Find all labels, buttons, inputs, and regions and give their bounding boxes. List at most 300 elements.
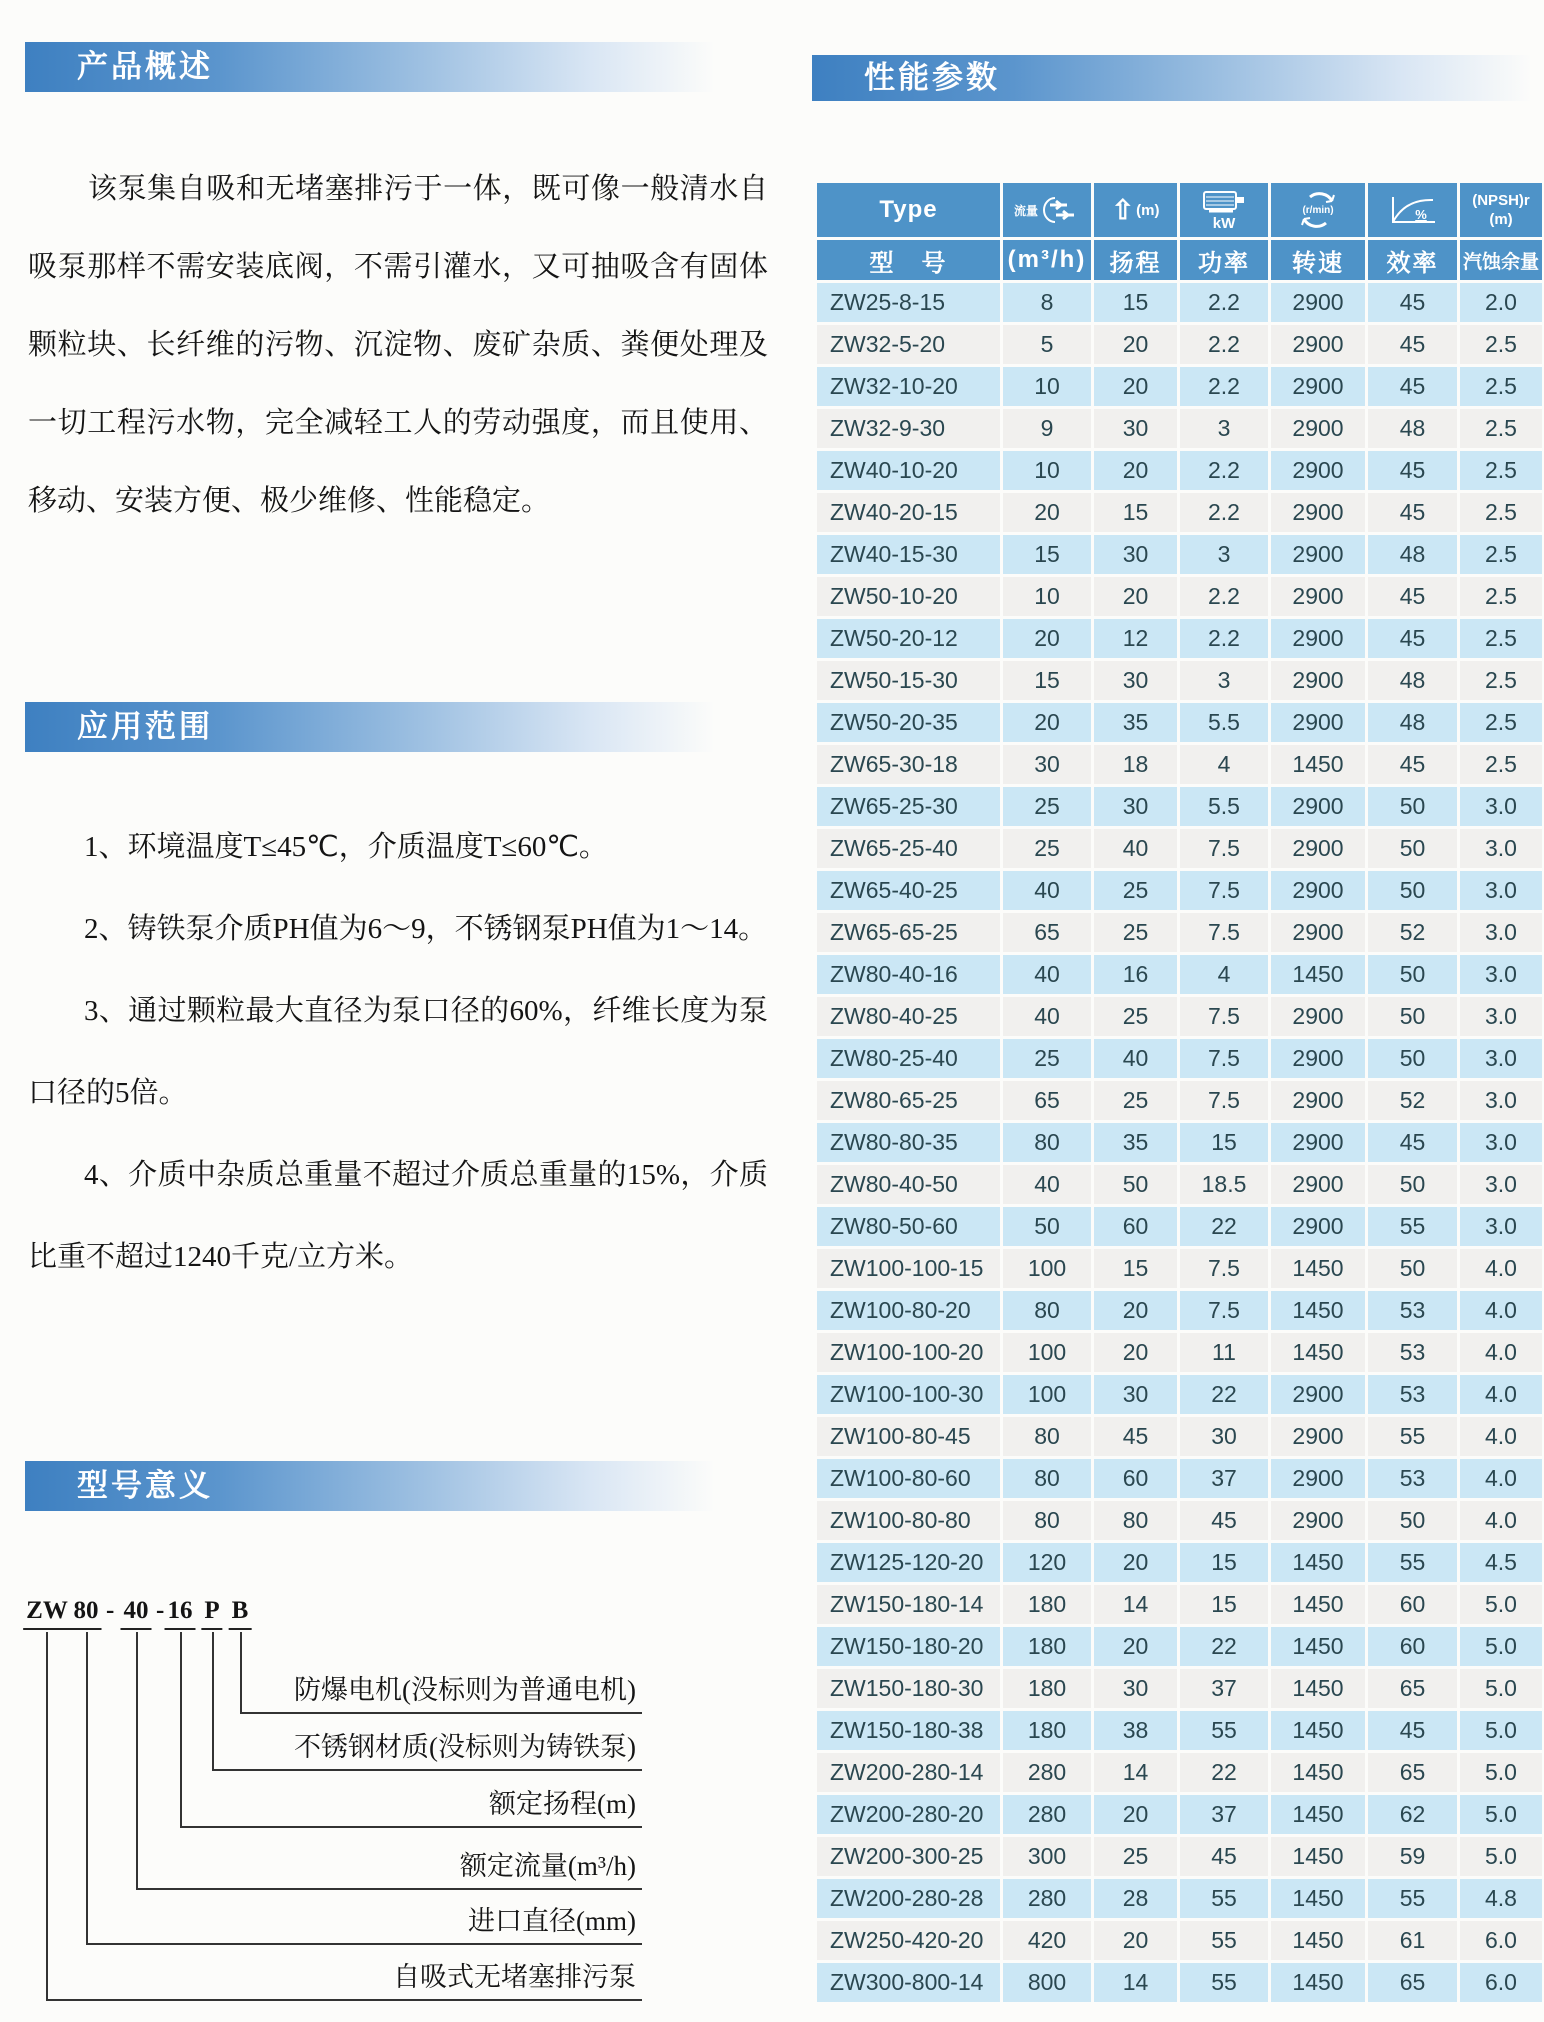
cell-model: ZW100-100-20: [816, 1332, 1002, 1374]
cell-value: 2.2: [1179, 366, 1270, 408]
cell-value: 3: [1179, 660, 1270, 702]
table-row: [816, 1080, 1544, 1122]
cell-value: 4.0: [1459, 1500, 1544, 1542]
cell-value: 40: [1093, 828, 1179, 870]
cell-value: 22: [1179, 1206, 1270, 1248]
table-row: [816, 1164, 1544, 1206]
cell-value: 2.0: [1459, 282, 1544, 324]
cell-value: 4.0: [1459, 1332, 1544, 1374]
cell-value: 53: [1367, 1332, 1459, 1374]
cell-value: 20: [1093, 1332, 1179, 1374]
overview-paragraph: 该泵集自吸和无堵塞排污于一体，既可像一般清水自吸泵那样不需安装底阀，不需引灌水，又可抽吸含有固体颗粒块、长纤维的污物、沉淀物、废矿杂质、粪便处理及一切工程污水物，完全减轻工人的劳动强度，而且使用、移动、安装方便、极少维修、性能稳定。: [28, 173, 768, 517]
cell-value: 7.5: [1179, 1248, 1270, 1290]
table-row: [816, 1794, 1544, 1836]
cell-value: 22: [1179, 1374, 1270, 1416]
cell-value: 40: [1093, 1038, 1179, 1080]
table-row: [816, 744, 1544, 786]
cell-value: 2900: [1270, 828, 1367, 870]
cell-model: ZW250-420-20: [816, 1920, 1002, 1962]
cell-value: 800: [1002, 1962, 1093, 2004]
col-label-npsh: 汽蚀余量: [1459, 239, 1544, 282]
cell-value: 7.5: [1179, 870, 1270, 912]
head-arrow-icon: ⇧: [1111, 194, 1135, 225]
cell-value: 1450: [1270, 1836, 1367, 1878]
cell-value: 30: [1002, 744, 1093, 786]
section-title-performance: [812, 55, 1532, 101]
cell-value: 37: [1179, 1668, 1270, 1710]
cell-model: ZW100-100-30: [816, 1374, 1002, 1416]
table-row: [816, 954, 1544, 996]
motor-icon: [1201, 190, 1247, 216]
cell-value: 40: [1002, 954, 1093, 996]
cell-value: 2900: [1270, 1122, 1367, 1164]
cell-model: ZW32-9-30: [816, 408, 1002, 450]
cell-model: ZW65-30-18: [816, 744, 1002, 786]
model-dash: -: [156, 1597, 165, 1624]
cell-model: ZW65-25-30: [816, 786, 1002, 828]
col-label-efficiency: 效率: [1367, 239, 1459, 282]
cell-model: ZW200-280-14: [816, 1752, 1002, 1794]
cell-value: 100: [1002, 1248, 1093, 1290]
cell-value: 80: [1002, 1122, 1093, 1164]
cell-value: 30: [1093, 660, 1179, 702]
table-row: [816, 1374, 1544, 1416]
cell-value: 5.5: [1179, 786, 1270, 828]
table-row: [816, 1416, 1544, 1458]
cell-value: 48: [1367, 660, 1459, 702]
cell-value: 16: [1093, 954, 1179, 996]
cell-value: 48: [1367, 702, 1459, 744]
cell-value: 5.0: [1459, 1710, 1544, 1752]
section-title-model: [25, 1461, 715, 1511]
table-row: [816, 870, 1544, 912]
col-flow-header: [1002, 182, 1093, 239]
cell-model: ZW100-80-45: [816, 1416, 1002, 1458]
table-row: [816, 1542, 1544, 1584]
cell-value: 45: [1367, 1122, 1459, 1164]
col-power-header: kW: [1179, 182, 1270, 239]
cell-value: 60: [1093, 1458, 1179, 1500]
cell-value: 2900: [1270, 324, 1367, 366]
col-label-power: 功率: [1179, 239, 1270, 282]
cell-value: 180: [1002, 1626, 1093, 1668]
cell-model: ZW150-180-30: [816, 1668, 1002, 1710]
cell-model: ZW80-50-60: [816, 1206, 1002, 1248]
cell-model: ZW150-180-20: [816, 1626, 1002, 1668]
cell-value: 50: [1367, 828, 1459, 870]
cell-value: 65: [1367, 1668, 1459, 1710]
table-row: [816, 702, 1544, 744]
cell-value: 15: [1002, 660, 1093, 702]
cell-value: 62: [1367, 1794, 1459, 1836]
cell-value: 3.0: [1459, 1164, 1544, 1206]
cell-value: 7.5: [1179, 1080, 1270, 1122]
table-row: [816, 828, 1544, 870]
cell-value: 7.5: [1179, 1290, 1270, 1332]
cell-value: 1450: [1270, 1332, 1367, 1374]
flow-label: 流量: [1013, 203, 1038, 218]
table-row: [816, 1248, 1544, 1290]
cell-value: 50: [1367, 1038, 1459, 1080]
table-row: [816, 1920, 1544, 1962]
cell-value: 180: [1002, 1710, 1093, 1752]
cell-value: 18.5: [1179, 1164, 1270, 1206]
cell-value: 45: [1367, 576, 1459, 618]
cell-value: 53: [1367, 1458, 1459, 1500]
cell-value: 20: [1093, 1290, 1179, 1332]
table-row: [816, 1332, 1544, 1374]
cell-value: 25: [1002, 1038, 1093, 1080]
cell-value: 2900: [1270, 408, 1367, 450]
cell-model: ZW50-20-12: [816, 618, 1002, 660]
cell-value: 4.0: [1459, 1248, 1544, 1290]
cell-value: 2.5: [1459, 408, 1544, 450]
cell-value: 4.0: [1459, 1374, 1544, 1416]
cell-model: ZW150-180-14: [816, 1584, 1002, 1626]
cell-value: 1450: [1270, 954, 1367, 996]
cell-value: 40: [1002, 1164, 1093, 1206]
col-label-flow: (m³/h): [1002, 239, 1093, 282]
cell-value: 37: [1179, 1458, 1270, 1500]
model-dash: -: [106, 1597, 115, 1624]
cell-value: 7.5: [1179, 828, 1270, 870]
cell-model: ZW80-65-25: [816, 1080, 1002, 1122]
application-item: 3、通过颗粒最大直径为泵口径的60%，纤维长度为泵口径的5倍。: [28, 995, 768, 1109]
cell-value: 2900: [1270, 1038, 1367, 1080]
cell-model: ZW40-20-15: [816, 492, 1002, 534]
cell-value: 2.2: [1179, 618, 1270, 660]
cell-value: 55: [1367, 1416, 1459, 1458]
cell-value: 20: [1093, 1920, 1179, 1962]
cell-value: 25: [1002, 786, 1093, 828]
cell-value: 45: [1179, 1500, 1270, 1542]
table-row: [816, 492, 1544, 534]
table-row: [816, 534, 1544, 576]
cell-value: 120: [1002, 1542, 1093, 1584]
cell-value: 2900: [1270, 492, 1367, 534]
cell-value: 100: [1002, 1332, 1093, 1374]
cell-value: 45: [1367, 618, 1459, 660]
cell-value: 1450: [1270, 1248, 1367, 1290]
cell-value: 22: [1179, 1752, 1270, 1794]
cell-value: 25: [1093, 1080, 1179, 1122]
cell-value: 2900: [1270, 1080, 1367, 1122]
table-row: [816, 1836, 1544, 1878]
cell-model: ZW80-25-40: [816, 1038, 1002, 1080]
cell-value: 55: [1179, 1962, 1270, 2004]
branch-label: 额定流量(m³/h): [459, 1851, 636, 1881]
application-list: [28, 806, 768, 1298]
cell-value: 3: [1179, 408, 1270, 450]
cell-value: 180: [1002, 1668, 1093, 1710]
cell-value: 4.5: [1459, 1542, 1544, 1584]
branch-label: 防爆电机(没标则为普通电机): [294, 1675, 636, 1705]
cell-value: 2.5: [1459, 702, 1544, 744]
table-row: [816, 1290, 1544, 1332]
cell-value: 45: [1367, 744, 1459, 786]
table-row: [816, 282, 1544, 324]
cell-model: ZW100-80-60: [816, 1458, 1002, 1500]
model-part-rating: 16: [165, 1594, 196, 1630]
cell-value: 59: [1367, 1836, 1459, 1878]
cell-value: 53: [1367, 1290, 1459, 1332]
cell-value: 300: [1002, 1836, 1093, 1878]
cell-value: 25: [1093, 996, 1179, 1038]
cell-value: 20: [1002, 618, 1093, 660]
cell-value: 35: [1093, 702, 1179, 744]
col-efficiency-header: [1367, 182, 1459, 239]
cell-value: 180: [1002, 1584, 1093, 1626]
cell-value: 55: [1367, 1542, 1459, 1584]
model-part-motor: B: [229, 1594, 252, 1630]
cell-value: 2900: [1270, 618, 1367, 660]
cell-value: 3.0: [1459, 828, 1544, 870]
cell-value: 22: [1179, 1626, 1270, 1668]
cell-value: 65: [1002, 912, 1093, 954]
cell-value: 2900: [1270, 282, 1367, 324]
cell-model: ZW100-80-80: [816, 1500, 1002, 1542]
col-speed-header: [1270, 182, 1367, 239]
cell-model: ZW40-15-30: [816, 534, 1002, 576]
table-row: [816, 1500, 1544, 1542]
cell-value: 3.0: [1459, 870, 1544, 912]
cell-value: 55: [1367, 1878, 1459, 1920]
cell-value: 25: [1093, 912, 1179, 954]
cell-value: 50: [1367, 996, 1459, 1038]
cell-value: 20: [1002, 492, 1093, 534]
table-row: [816, 324, 1544, 366]
cell-value: 65: [1367, 1962, 1459, 2004]
cell-value: 40: [1002, 996, 1093, 1038]
svg-text:%: %: [1414, 207, 1427, 222]
cell-value: 9: [1002, 408, 1093, 450]
table-row: [816, 408, 1544, 450]
table-row: [816, 618, 1544, 660]
cell-value: 2.2: [1179, 576, 1270, 618]
cell-value: 50: [1367, 1500, 1459, 1542]
cell-value: 3.0: [1459, 912, 1544, 954]
cell-value: 40: [1002, 870, 1093, 912]
table-row: [816, 1668, 1544, 1710]
cell-model: ZW200-300-25: [816, 1836, 1002, 1878]
cell-value: 80: [1002, 1290, 1093, 1332]
cell-value: 2.5: [1459, 534, 1544, 576]
cell-model: ZW150-180-38: [816, 1710, 1002, 1752]
cell-value: 2900: [1270, 450, 1367, 492]
cell-value: 14: [1093, 1752, 1179, 1794]
cell-value: 1450: [1270, 1794, 1367, 1836]
cell-value: 5: [1002, 324, 1093, 366]
cell-value: 7.5: [1179, 1038, 1270, 1080]
flow-arrows-icon: [1040, 195, 1080, 225]
rotation-icon: [1286, 192, 1350, 228]
cell-value: 2900: [1270, 1374, 1367, 1416]
model-code-diagram: [20, 1580, 660, 2012]
cell-value: 2.5: [1459, 660, 1544, 702]
cell-model: ZW80-80-35: [816, 1122, 1002, 1164]
cell-model: ZW32-10-20: [816, 366, 1002, 408]
cell-value: 3.0: [1459, 954, 1544, 996]
cell-value: 20: [1093, 1542, 1179, 1584]
cell-value: 30: [1093, 408, 1179, 450]
cell-value: 10: [1002, 450, 1093, 492]
cell-value: 7.5: [1179, 996, 1270, 1038]
cell-value: 5.0: [1459, 1668, 1544, 1710]
section-title-text: 性能参数: [864, 60, 1000, 95]
cell-value: 48: [1367, 408, 1459, 450]
cell-value: 15: [1002, 534, 1093, 576]
cell-model: ZW50-10-20: [816, 576, 1002, 618]
cell-value: 2.2: [1179, 324, 1270, 366]
cell-value: 45: [1367, 492, 1459, 534]
cell-model: ZW100-80-20: [816, 1290, 1002, 1332]
cell-value: 2.2: [1179, 282, 1270, 324]
table-row: [816, 450, 1544, 492]
cell-value: 80: [1093, 1500, 1179, 1542]
cell-value: 20: [1093, 324, 1179, 366]
col-label-speed: 转速: [1270, 239, 1367, 282]
cell-model: ZW200-280-20: [816, 1794, 1002, 1836]
cell-value: 50: [1367, 870, 1459, 912]
cell-value: 2900: [1270, 1164, 1367, 1206]
cell-value: 15: [1093, 1248, 1179, 1290]
application-item: 2、铸铁泵介质PH值为6～9，不锈钢泵PH值为1～14。: [84, 913, 768, 945]
table-row: [816, 366, 1544, 408]
cell-value: 55: [1179, 1710, 1270, 1752]
cell-value: 25: [1093, 870, 1179, 912]
cell-value: 37: [1179, 1794, 1270, 1836]
cell-value: 2.5: [1459, 492, 1544, 534]
cell-model: ZW125-120-20: [816, 1542, 1002, 1584]
col-type-header: Type: [816, 182, 1002, 239]
cell-value: 50: [1002, 1206, 1093, 1248]
cell-value: 2.2: [1179, 492, 1270, 534]
cell-value: 5.0: [1459, 1752, 1544, 1794]
table-row: [816, 996, 1544, 1038]
cell-value: 15: [1093, 492, 1179, 534]
cell-value: 60: [1093, 1206, 1179, 1248]
cell-value: 6.0: [1459, 1962, 1544, 2004]
cell-value: 8: [1002, 282, 1093, 324]
table-row: [816, 1710, 1544, 1752]
cell-value: 2900: [1270, 786, 1367, 828]
cell-value: 4: [1179, 954, 1270, 996]
cell-value: 1450: [1270, 1710, 1367, 1752]
table-row: [816, 1206, 1544, 1248]
cell-value: 2.5: [1459, 366, 1544, 408]
cell-value: 100: [1002, 1374, 1093, 1416]
cell-model: ZW300-800-14: [816, 1962, 1002, 2004]
cell-value: 52: [1367, 912, 1459, 954]
cell-value: 2.5: [1459, 618, 1544, 660]
cell-value: 20: [1093, 1626, 1179, 1668]
cell-value: 30: [1179, 1416, 1270, 1458]
cell-value: 280: [1002, 1878, 1093, 1920]
cell-value: 3.0: [1459, 1038, 1544, 1080]
svg-text:(r/min): (r/min): [1302, 205, 1334, 216]
cell-value: 7.5: [1179, 912, 1270, 954]
cell-value: 280: [1002, 1752, 1093, 1794]
cell-value: 45: [1367, 450, 1459, 492]
cell-value: 50: [1367, 1248, 1459, 1290]
cell-value: 61: [1367, 1920, 1459, 1962]
performance-table-body: [816, 282, 1544, 2004]
table-row: [816, 1752, 1544, 1794]
cell-model: ZW40-10-20: [816, 450, 1002, 492]
cell-value: 1450: [1270, 1626, 1367, 1668]
cell-value: 80: [1002, 1500, 1093, 1542]
cell-value: 20: [1093, 366, 1179, 408]
efficiency-curve-icon: [1387, 193, 1439, 227]
col-head-header: ⇧ (m): [1093, 182, 1179, 239]
application-item: 1、环境温度T≤45℃，介质温度T≤60℃。: [84, 831, 608, 863]
cell-model: ZW100-100-15: [816, 1248, 1002, 1290]
cell-value: 3.0: [1459, 786, 1544, 828]
table-row: [816, 1038, 1544, 1080]
cell-value: 3.0: [1459, 1080, 1544, 1122]
table-row: [816, 786, 1544, 828]
cell-value: 2900: [1270, 912, 1367, 954]
cell-value: 4.0: [1459, 1458, 1544, 1500]
cell-value: 12: [1093, 618, 1179, 660]
table-header-labels-row: [816, 239, 1544, 282]
cell-value: 2.5: [1459, 744, 1544, 786]
table-row: [816, 660, 1544, 702]
cell-model: ZW200-280-28: [816, 1878, 1002, 1920]
cell-value: 60: [1367, 1626, 1459, 1668]
cell-value: 20: [1002, 702, 1093, 744]
cell-value: 1450: [1270, 1290, 1367, 1332]
cell-model: ZW80-40-16: [816, 954, 1002, 996]
cell-value: 2.5: [1459, 576, 1544, 618]
cell-value: 1450: [1270, 1878, 1367, 1920]
cell-value: 15: [1179, 1584, 1270, 1626]
cell-value: 4.0: [1459, 1416, 1544, 1458]
cell-value: 55: [1179, 1920, 1270, 1962]
cell-value: 18: [1093, 744, 1179, 786]
cell-value: 1450: [1270, 744, 1367, 786]
col-label-model: 型 号: [816, 239, 1002, 282]
cell-value: 50: [1367, 954, 1459, 996]
cell-value: 5.0: [1459, 1836, 1544, 1878]
cell-value: 20: [1093, 450, 1179, 492]
cell-value: 2900: [1270, 1500, 1367, 1542]
section-title-text: 产品概述: [77, 49, 213, 84]
cell-value: 15: [1179, 1122, 1270, 1164]
cell-value: 3: [1179, 534, 1270, 576]
model-part-flow: 80: [71, 1594, 102, 1630]
cell-value: 2.5: [1459, 324, 1544, 366]
cell-value: 1450: [1270, 1584, 1367, 1626]
cell-value: 5.0: [1459, 1794, 1544, 1836]
cell-model: ZW80-40-50: [816, 1164, 1002, 1206]
table-row: [816, 576, 1544, 618]
section-title-text: 型号意义: [77, 1468, 213, 1503]
cell-value: 2900: [1270, 1206, 1367, 1248]
table-row: [816, 912, 1544, 954]
section-title-application: [25, 702, 715, 752]
cell-model: ZW65-40-25: [816, 870, 1002, 912]
branch-label: 自吸式无堵塞排污泵: [393, 1962, 636, 1992]
cell-value: 3.0: [1459, 996, 1544, 1038]
cell-value: 65: [1002, 1080, 1093, 1122]
cell-value: 15: [1179, 1542, 1270, 1584]
cell-value: 30: [1093, 534, 1179, 576]
model-branch-pump-type: [46, 1632, 642, 2001]
section-title-overview: [25, 42, 715, 92]
cell-value: 5.0: [1459, 1626, 1544, 1668]
branch-label: 进口直径(mm): [468, 1906, 636, 1936]
